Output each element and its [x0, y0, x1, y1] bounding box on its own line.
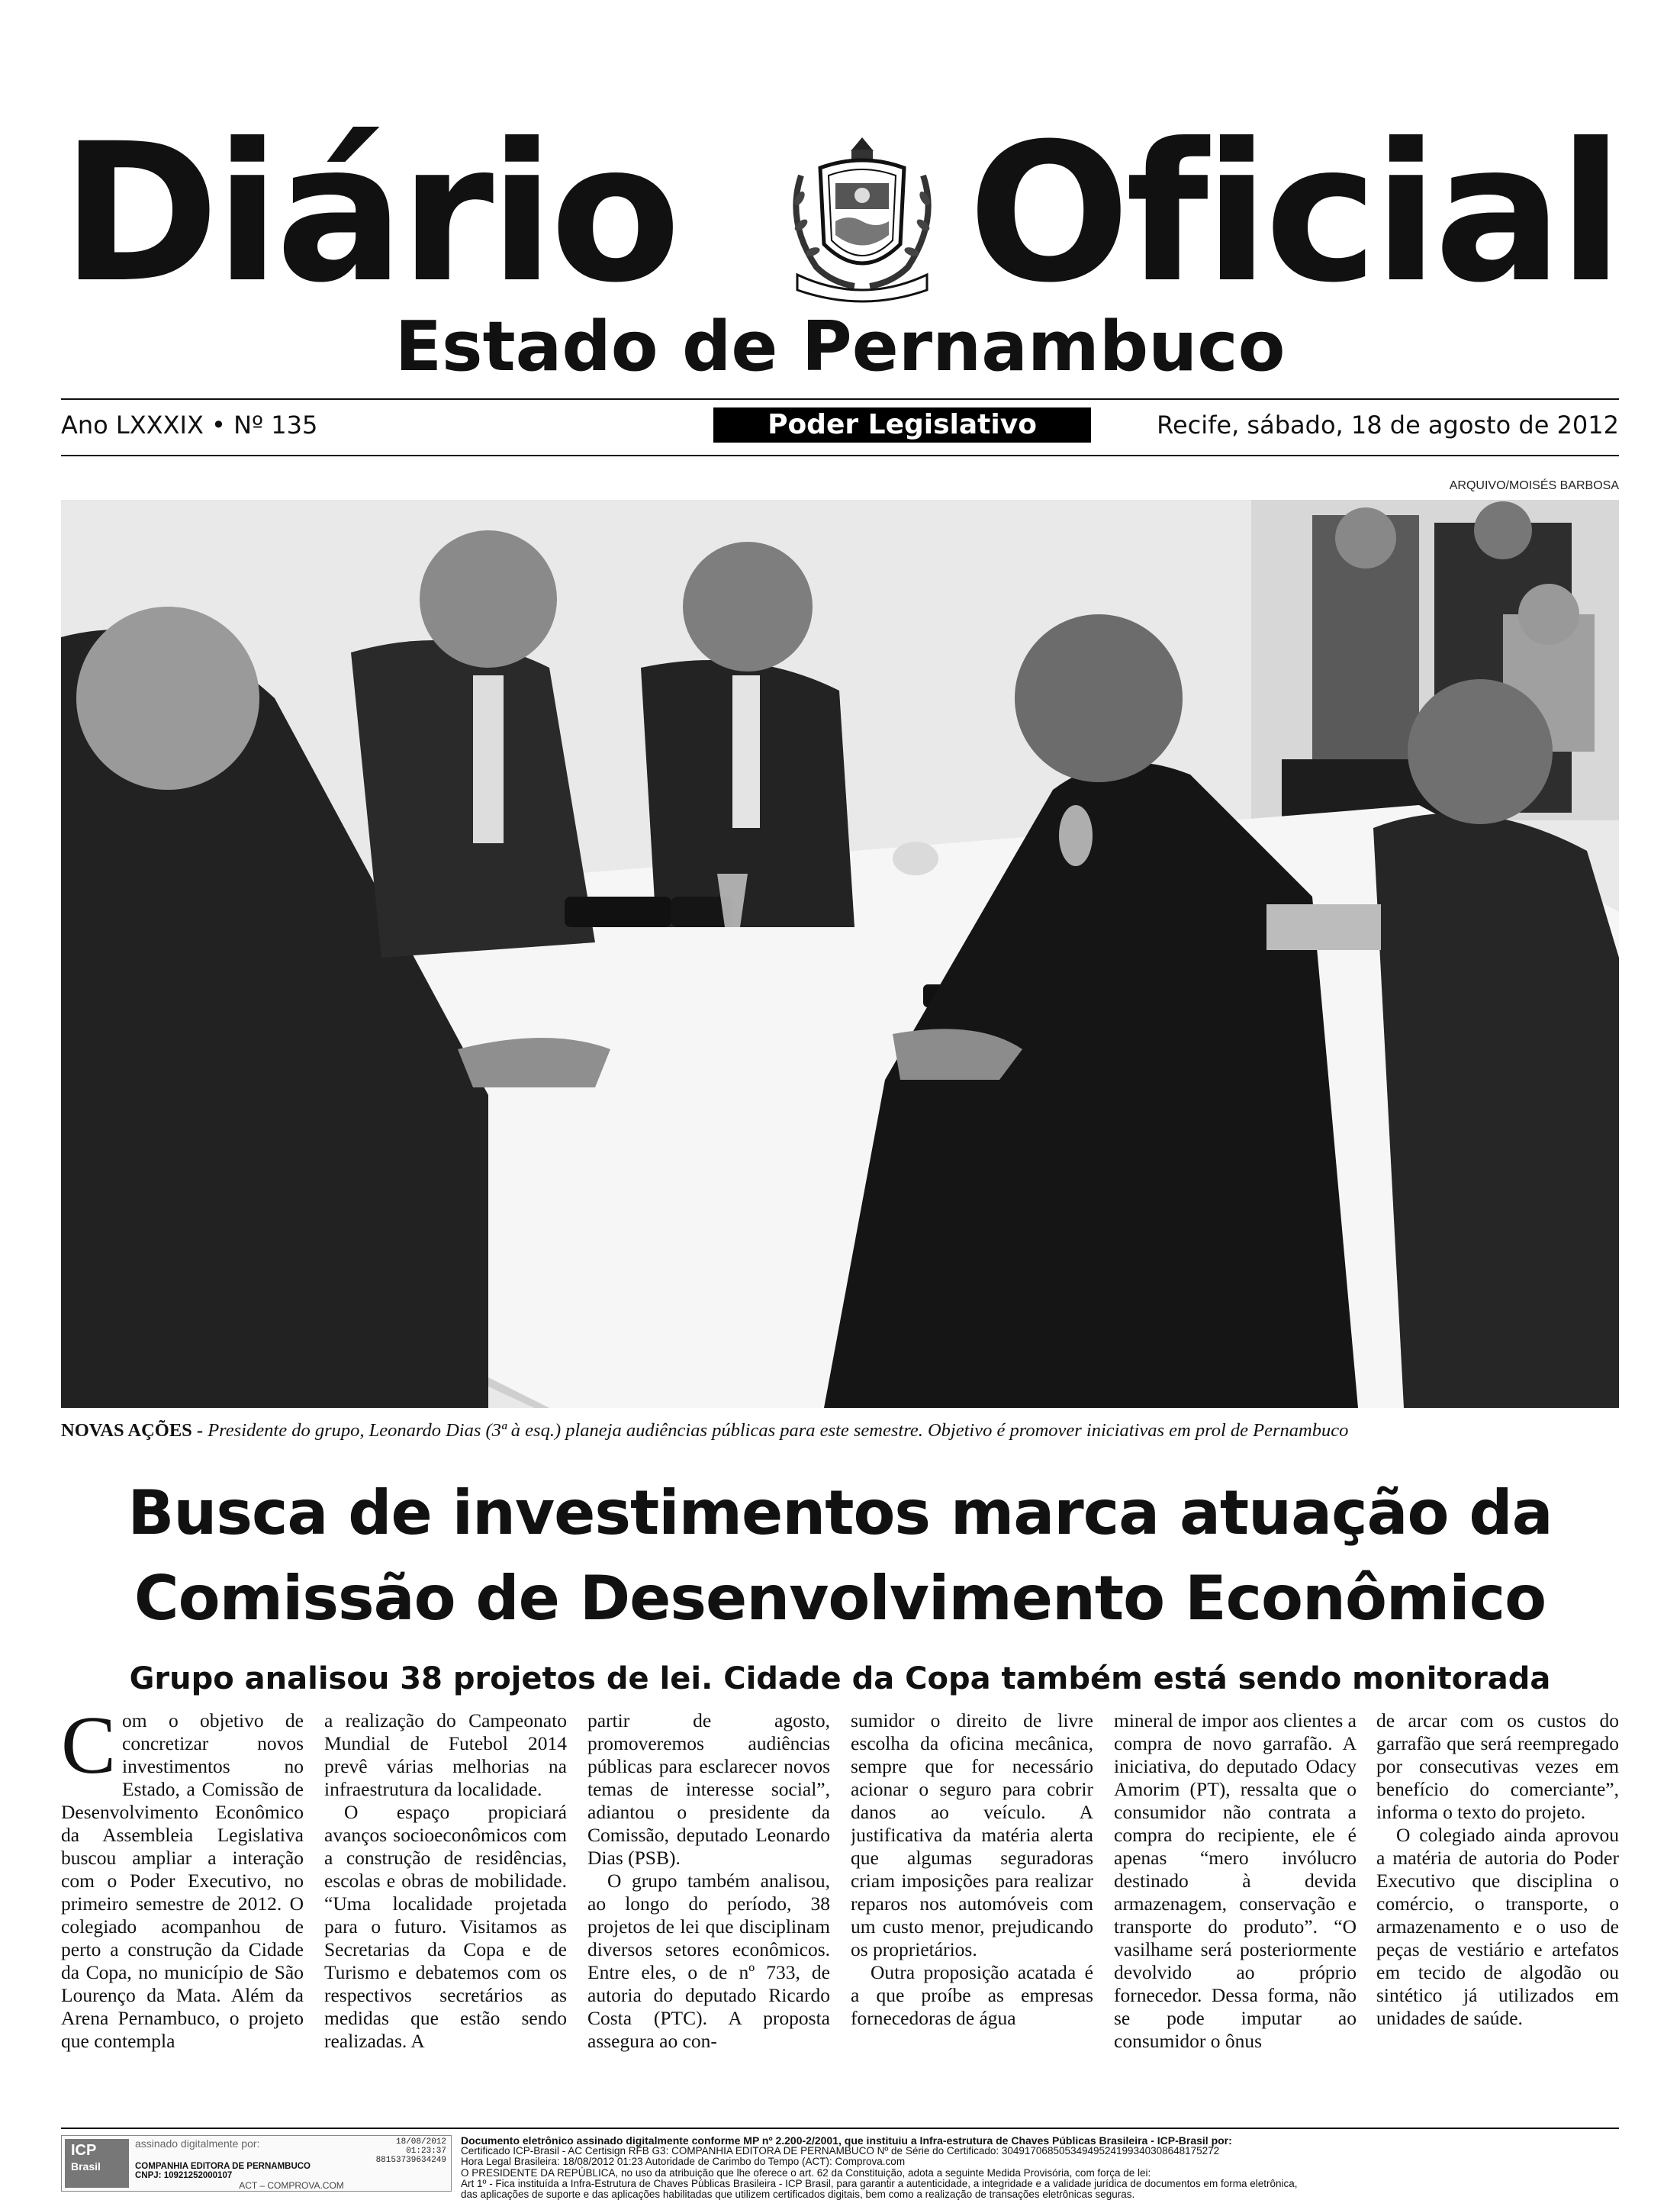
article-column-2	[324, 1709, 567, 2121]
article-column-1	[61, 1709, 304, 2121]
info-bar	[61, 406, 1619, 444]
article-column-5	[1114, 1709, 1357, 2121]
footer-rule	[61, 2128, 1619, 2129]
infobar-bottom-rule	[61, 455, 1619, 456]
article-column-6	[1376, 1709, 1619, 2121]
article-paragraph: sumidor o direito de livre escolha da oficina mecânica, sempre que for necessário acionar o seguro para cobrir danos ao veículo. A justificativa da matéria alerta que algumas seguradoras criam imposições para realizar reparos nos automóveis com um custo menor, prejudicando os proprietários.	[851, 1709, 1093, 1960]
masthead-subtitle: Estado de Pernambuco	[394, 307, 1286, 387]
icp-brasil-logo-icon: ICP Brasil	[65, 2139, 129, 2188]
article-paragraph: O colegiado ainda aprovou a matéria de autoria do Poder Executivo que disciplina o comércio, o transporte, o armazenamento e o uso de peças de vestiário e artefatos em tecido de algodão ou sintético já utilizados em unidades de saúde.	[1376, 1824, 1619, 2029]
footer-line: O PRESIDENTE DA REPÚBLICA, no uso da atribuição que lhe oferece o art. 62 da Constituição, adota a seguinte Medida Provisória, com força de lei:	[461, 2166, 1151, 2179]
article-column-3	[587, 1709, 830, 2121]
article-paragraph: partir de agosto, promoveremos audiências públicas para esclarecer novos temas de interesse social”, adiantou o presidente da Comissão, deputado Leonardo Dias (PSB).	[587, 1709, 830, 1869]
footer-line: das aplicações de suporte e das aplicações habilitadas que utilizem certificados digitais, bem como a realização de transações eletrônicas seguras.	[461, 2189, 1135, 2200]
masthead	[61, 102, 1619, 328]
headline-line-1: Busca de investimentos marca atuação da	[127, 1477, 1553, 1548]
stamp-timestamp: 18/08/2012 01:23:37 88153739634249	[375, 2137, 446, 2165]
masthead-title-left: Diário	[61, 102, 677, 324]
article-paragraph: a realização do Campeonato Mundial de Futebol 2014 prevê várias melhorias na infraestrutura da localidade.	[324, 1709, 567, 1800]
news-photo	[61, 500, 1619, 1408]
footer-legal-text	[461, 2135, 1619, 2200]
footer-line: Documento eletrônico assinado digitalmente conforme MP nº 2.200-2/2001, que instituiu a Infra-estrutura de Chaves Públicas Brasileira - ICP-Brasil por:	[461, 2135, 1232, 2147]
article-column-4	[851, 1709, 1093, 2121]
top-rule	[61, 398, 1619, 400]
caption-lead: NOVAS AÇÕES -	[61, 1420, 204, 1441]
stamp-act: ACT – COMPROVA.COM	[239, 2180, 344, 2191]
photo-credit: ARQUIVO/MOISÉS BARBOSA	[1449, 479, 1619, 492]
stamp-company: COMPANHIA EDITORA DE PERNAMBUCO CNPJ: 10921252000107	[135, 2162, 311, 2180]
footer-line: Certificado ICP-Brasil - AC Certisign RFB G3: COMPANHIA EDITORA DE PERNAMBUCO Nº de Série do Certificado: 304917068505349495241993403086481752​72	[461, 2145, 1220, 2157]
footer-line: Art 1º - Fica instituída a Infra-Estrutura de Chaves Públicas Brasileira - ICP Brasil, para garantir a autenticidade, a integridade e a validade jurídica de documentos em forma eletrônica,	[461, 2177, 1298, 2189]
photo-caption	[61, 1418, 1619, 1444]
stamp-label: assinado digitalmente por:	[135, 2137, 260, 2150]
dateline: Recife, sábado, 18 de agosto de 2012	[1157, 411, 1619, 440]
article-paragraph: O espaço propiciará avanços socioeconômicos com a construção de residências, escolas e obras de mobilidade. “Uma localidade projetada para o futuro. Visitamos as Secretarias da Copa e de Turismo e debatemos com os respectivos secretários as medidas que estão sendo realizadas. A	[324, 1801, 567, 2052]
article-paragraph: mineral de impor aos clientes a compra de novo garrafão. A iniciativa, do deputado Odacy Amorim (PT), ressalta que o consumidor não contrata a compra do recipiente, ele é apenas “mero invólucro destinado à devida armazenagem, conservação e transporte do produto”. “O vasilhame será posteriormente devolvido ao próprio fornecedor. Dessa forma, não se pode imputar ao consumidor o ônus	[1114, 1709, 1357, 2052]
digital-signature-stamp	[61, 2135, 452, 2192]
article-paragraph: om o objetivo de concretizar novos investimentos no Estado, a Comissão de Desenvolvimento Econômico da Assembleia Legislativa buscou ampliar a interação com o Poder Executivo, no primeiro semestre de 2012. O colegiado acompanhou de perto a construção da Cidade da Copa, no município de São Lourenço da Mata. Além da Arena Pernambuco, o projeto que contempla	[61, 1709, 304, 2052]
edition-number: Ano LXXXIX • Nº 135	[61, 411, 318, 440]
pernambuco-coat-of-arms-icon	[778, 130, 946, 305]
article-paragraph: de arcar com os custos do garrafão que será reempregado por consecutivas vezes em benefício do comerciante”, informa o texto do projeto.	[1376, 1709, 1619, 1823]
headline-line-2: Comissão de Desenvolvimento Econômico	[134, 1563, 1546, 1634]
caption-text: Presidente do grupo, Leonardo Dias (3ª à esq.) planeja audiências públicas para este semestre. Objetivo é promover iniciativas em prol de Pernambuco	[203, 1420, 1349, 1441]
subheadline: Grupo analisou 38 projetos de lei. Cidade da Copa também está sendo monitorada	[129, 1661, 1551, 1696]
article-paragraph: O grupo também analisou, ao longo do período, 38 projetos de lei que disciplinam diversos setores econômicos. Entre eles, o de nº 733, de autoria do deputado Ricardo Costa (PTC). A proposta assegura ao con-	[587, 1870, 830, 2052]
article-paragraph: Outra proposição acatada é a que proíbe as empresas fornecedoras de água	[851, 1961, 1093, 2029]
article-body	[61, 1709, 1619, 2121]
drop-cap: C	[61, 1709, 117, 1791]
section-badge: Poder Legislativo	[713, 407, 1091, 443]
masthead-title-right: Oficial	[967, 102, 1619, 324]
footer-line: Hora Legal Brasileira: 18/08/2012 01:23 Autoridade de Carimbo do Tempo (ACT): Comprova.com	[461, 2156, 906, 2168]
